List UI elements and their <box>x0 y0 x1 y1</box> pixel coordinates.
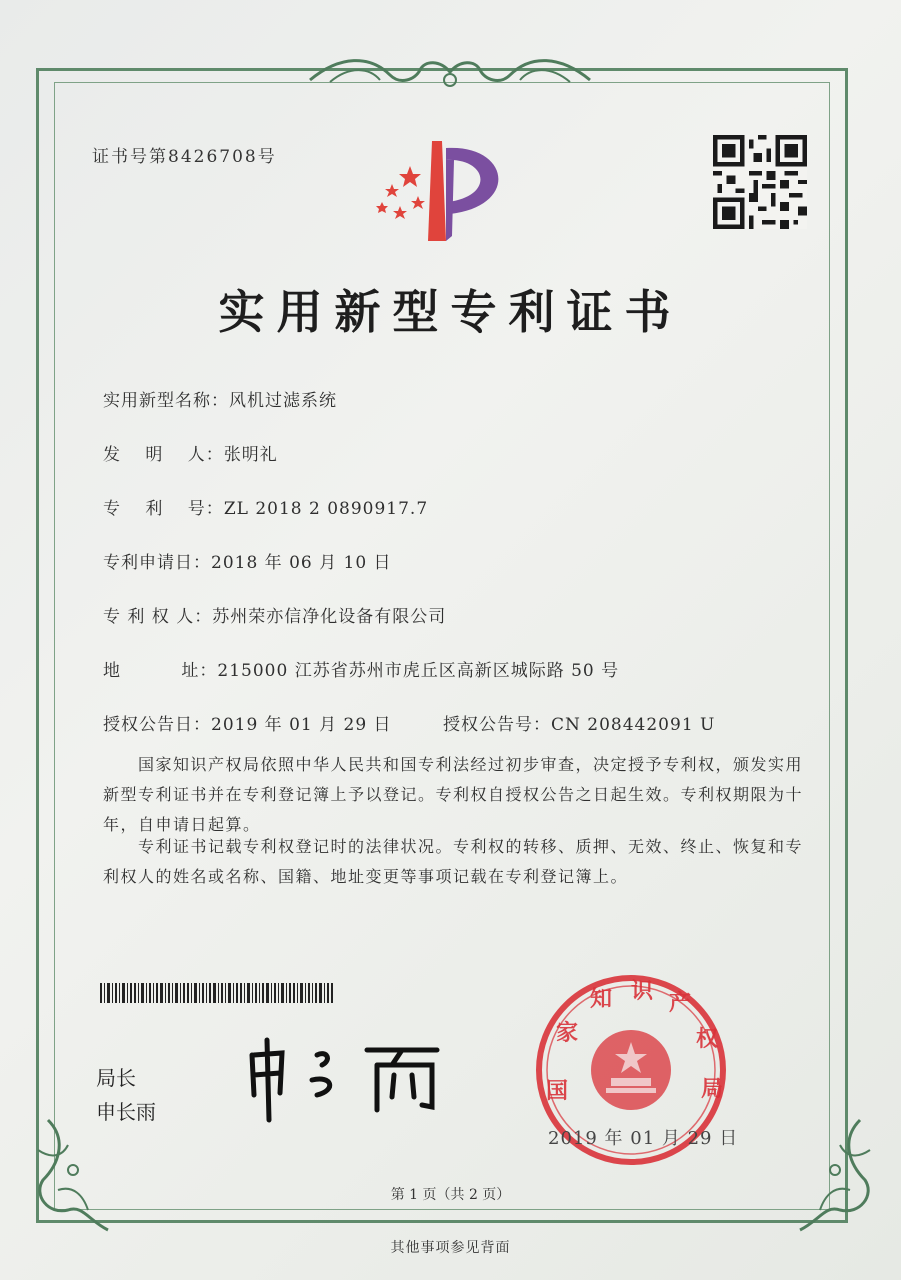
field-value: 苏州荣亦信净化设备有限公司 <box>212 607 447 627</box>
statement-paragraph-2: 专利证书记载专利权登记时的法律状况。专利权的转移、质押、无效、终止、恢复和专利权人的姓名或名称、国籍、地址变更等事项记载在专利登记簿上。 <box>103 837 804 886</box>
footer-note: 其他事项参见背面 <box>390 1240 511 1256</box>
svg-text:国: 国 <box>546 1079 569 1104</box>
field-filing-date <box>103 548 392 573</box>
svg-text:局: 局 <box>701 1077 724 1102</box>
top-ornament <box>300 50 600 100</box>
field-patentee <box>103 602 446 627</box>
field-label: 发 明 人： <box>103 445 224 465</box>
certificate-title: 实用新型专利证书 <box>218 285 683 339</box>
svg-text:家: 家 <box>556 1021 579 1046</box>
director-title: 局长 <box>96 1066 136 1090</box>
bottom-right-ornament <box>770 1110 880 1240</box>
svg-text:知: 知 <box>590 987 613 1012</box>
field-label: 专 利 权 人： <box>103 607 213 627</box>
field-patent-number <box>103 494 428 519</box>
page-number: 第 1 页（共 2 页） <box>390 1187 511 1203</box>
field-label: 专 利 号： <box>103 499 224 519</box>
barcode <box>100 983 335 1003</box>
svg-text:产: 产 <box>669 991 692 1016</box>
field-announcement-number <box>443 710 715 735</box>
field-value: ZL 2018 2 0890917.7 <box>223 499 429 519</box>
field-value: 2018 年 06 月 10 日 <box>211 553 392 573</box>
field-label: 授权公告日： <box>103 715 211 735</box>
field-label: 专利申请日： <box>103 553 211 573</box>
svg-text:权: 权 <box>696 1027 719 1052</box>
director-name: 申长雨 <box>96 1100 156 1124</box>
field-utility-model-name <box>103 386 337 411</box>
field-value: 215000 江苏省苏州市虎丘区高新区城际路 50 号 <box>217 661 620 681</box>
field-label: 地 址： <box>103 661 218 681</box>
statement-paragraph-1: 国家知识产权局依照中华人民共和国专利法经过初步审查，决定授予专利权，颁发实用新型专利证书并在专利登记簿上予以登记。专利权自授权公告之日起生效。专利权期限为十年，自申请日起算。 <box>103 755 804 834</box>
field-label: 授权公告号： <box>443 715 551 735</box>
field-grant-date <box>103 710 392 735</box>
patent-office-logo <box>370 136 530 246</box>
field-value: 风机过滤系统 <box>229 391 337 411</box>
issue-date: 2019 年 01 月 29 日 <box>548 1128 739 1149</box>
director-signature <box>242 1035 452 1125</box>
field-inventor <box>103 440 278 465</box>
certificate-number: 证书号第8426708号 <box>92 147 277 167</box>
field-address <box>103 656 619 681</box>
field-value: CN 208442091 U <box>551 715 716 735</box>
bottom-left-ornament <box>28 1110 138 1240</box>
svg-text:识: 识 <box>631 979 654 1004</box>
qr-code <box>713 135 807 229</box>
field-label: 实用新型名称： <box>103 391 229 411</box>
field-value: 张明礼 <box>223 445 278 465</box>
field-value: 2019 年 01 月 29 日 <box>211 715 392 735</box>
